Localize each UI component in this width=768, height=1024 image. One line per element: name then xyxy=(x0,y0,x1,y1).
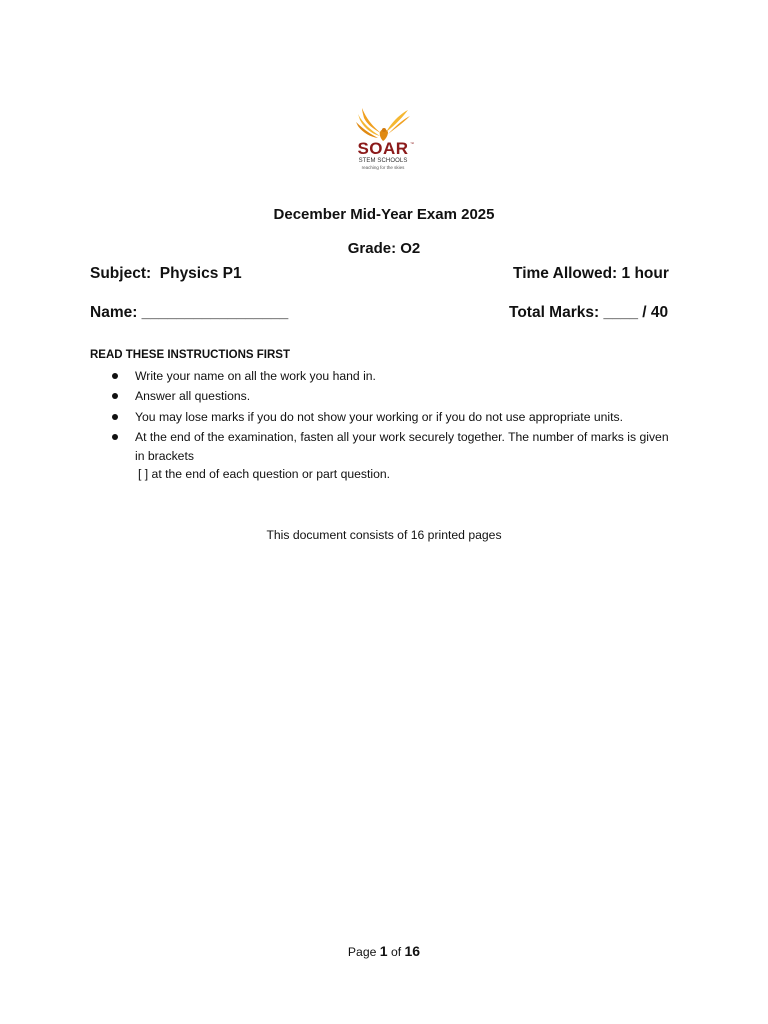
logo-subtitle: STEM SCHOOLS xyxy=(358,158,408,164)
page-footer xyxy=(0,942,768,961)
instructions-title: READ THESE INSTRUCTIONS FIRST xyxy=(90,349,290,361)
list-item xyxy=(112,367,672,386)
list-item xyxy=(112,428,672,466)
list-item xyxy=(112,408,672,427)
instructions-list xyxy=(112,367,672,467)
bullet-icon xyxy=(112,434,118,440)
exam-grade: Grade: O2 xyxy=(347,240,421,257)
page-count-note: This document consists of 16 printed pages xyxy=(266,528,502,542)
logo-tagline: reaching for the skies xyxy=(361,165,405,170)
name-field-label: Name: _________________ xyxy=(90,304,289,321)
instruction-text: At the end of the examination, fasten all your work securely together. The number of marks is given in brackets xyxy=(135,429,669,463)
footer-current-page: 1 xyxy=(379,943,388,959)
footer-total-pages: 16 xyxy=(404,943,421,959)
footer-of: of xyxy=(390,945,402,959)
bullet-icon xyxy=(112,373,118,379)
instruction-text: Write your name on all the work you hand in. xyxy=(135,369,376,383)
logo-trademark: ™ xyxy=(410,141,414,146)
exam-time-allowed: Time Allowed: 1 hour xyxy=(513,265,669,282)
footer-page-prefix: Page xyxy=(347,945,377,959)
instruction-continuation: [ ] at the end of each question or part question. xyxy=(138,467,391,481)
exam-title: December Mid-Year Exam 2025 xyxy=(273,206,495,223)
total-marks-label: Total Marks: ____ / 40 xyxy=(509,304,669,321)
soar-logo xyxy=(352,104,418,178)
bullet-icon xyxy=(112,414,118,420)
bullet-icon xyxy=(112,393,118,399)
eagle-icon xyxy=(352,104,418,144)
instruction-text: Answer all questions. xyxy=(135,389,251,404)
exam-subject: Subject: Physics P1 xyxy=(90,265,242,282)
logo-wordmark: SOAR xyxy=(357,139,409,158)
list-item xyxy=(112,387,672,406)
instruction-text: You may lose marks if you do not show your working or if you do not use appropriate units. xyxy=(135,409,623,424)
